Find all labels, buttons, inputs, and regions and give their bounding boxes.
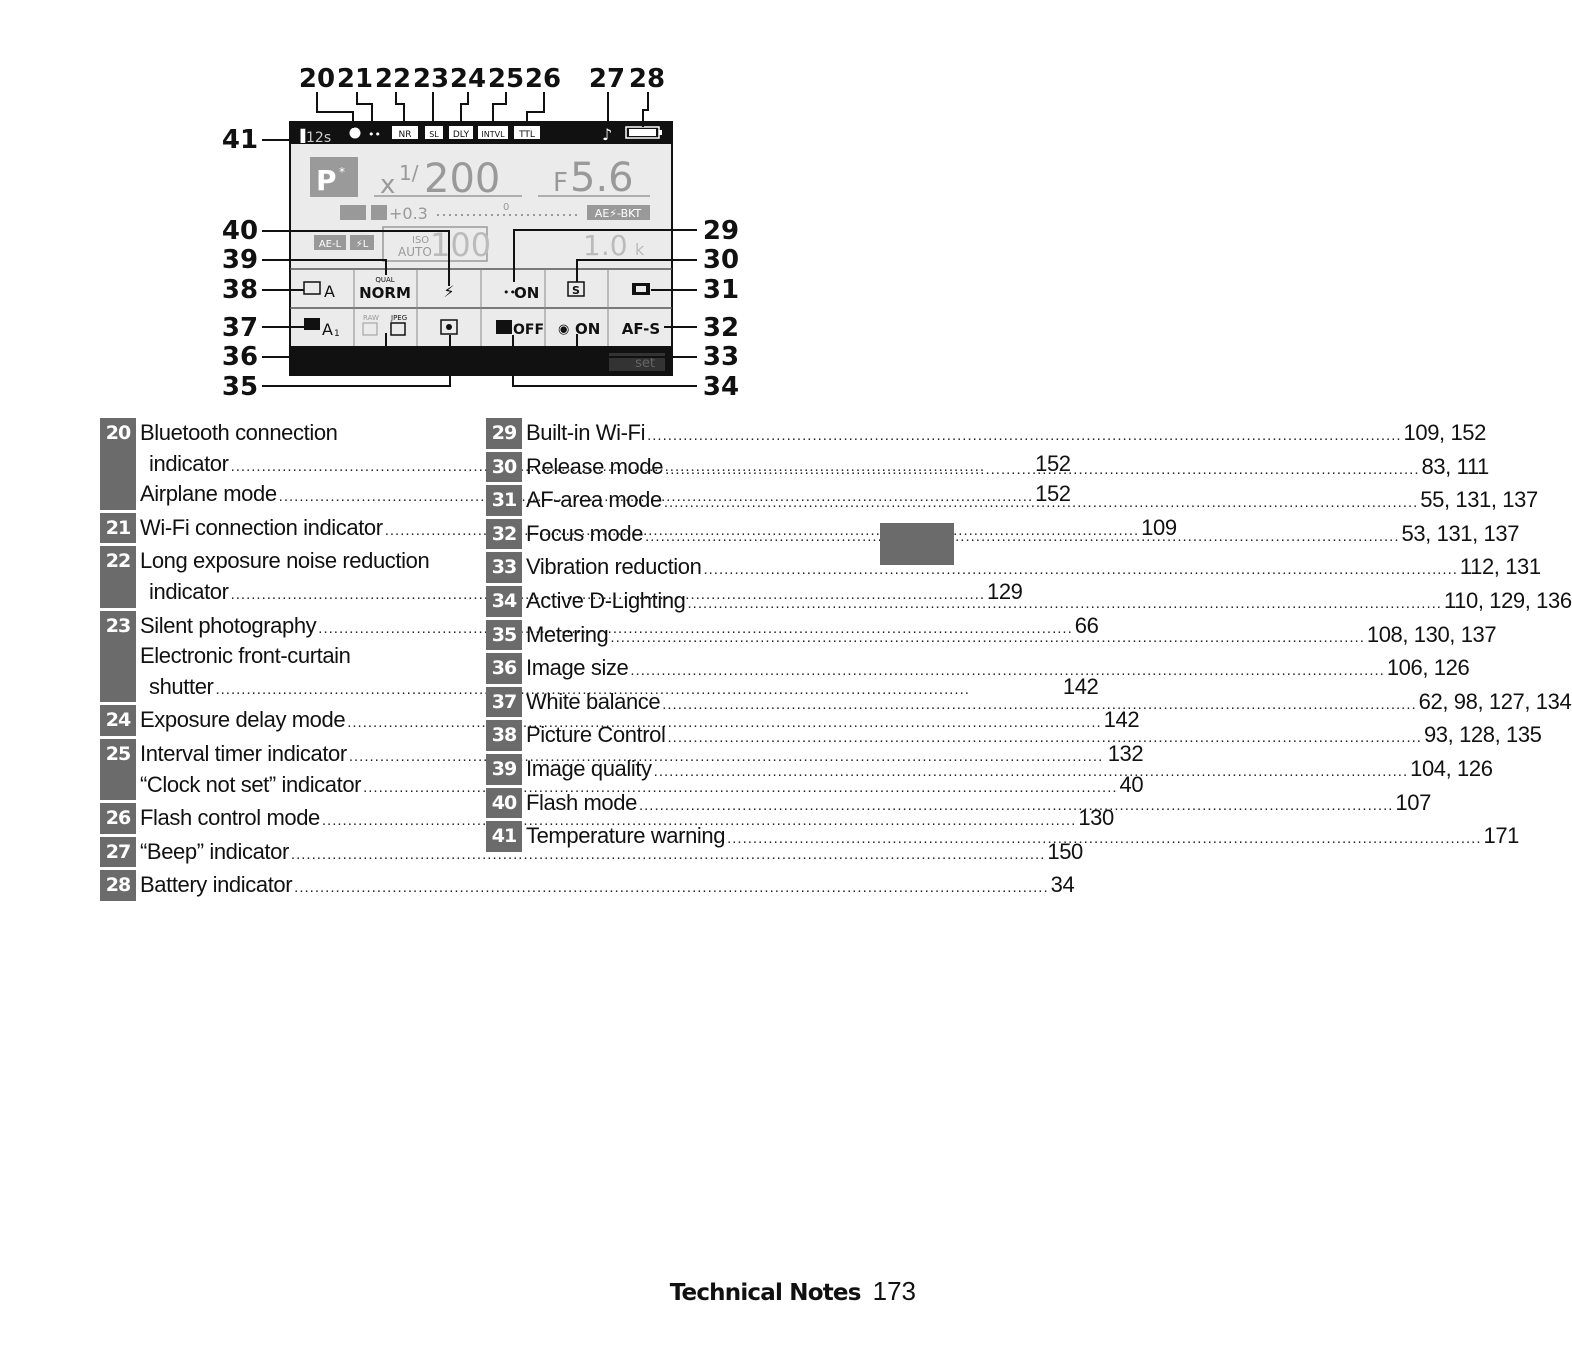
legend-label: Electronic front-curtain [140,643,351,669]
legend-label: indicator [149,578,229,604]
legend-label: Exposure delay mode [140,707,346,733]
legend-line [526,552,1541,583]
legend-label: White balance [526,688,661,714]
legend-label: “Clock not set” indicator [140,771,362,797]
callout-33: 33 [702,342,740,372]
legend-number-badge: 26 [100,803,136,834]
legend-entry [100,837,1083,868]
page-reference: 108, 130, 137 [1366,621,1497,647]
legend-number-badge: 29 [486,418,522,449]
legend-number-badge: 40 [486,788,522,819]
page-reference: 104, 126 [1410,755,1493,781]
legend-label: Silent photography [140,612,317,638]
legend-label: “Beep” indicator [140,838,289,864]
page-reference: 109, 152 [1403,420,1486,445]
callout-31: 31 [702,275,740,305]
page-reference: 83, 111 [1421,453,1489,479]
legend-entry [486,687,1572,718]
focus-mode: AF-S [621,320,661,338]
callout-21: 21 [336,64,374,94]
svg-text:⚡L: ⚡L [355,239,369,250]
legend-line [140,870,1074,901]
callout-41: 41 [221,125,259,155]
temperature-countdown: 12s [306,130,332,146]
shutter-prefix: x [380,170,396,200]
legend-number-badge: 39 [486,754,522,785]
page-reference: 152 [1035,450,1071,476]
legend-number-badge: 35 [486,620,522,651]
callout-23: 23 [412,64,450,94]
legend-number-badge: 36 [486,653,522,684]
leader-dots [294,873,1048,904]
svg-text:DLY: DLY [452,130,470,140]
wifi-signal-icon: •• [368,128,381,141]
image-quality: NORM [359,284,411,302]
legend-entry [100,803,1114,834]
callout-36: 36 [221,342,259,372]
legend-number-badge: 33 [486,552,522,583]
callout-24: 24 [449,64,487,94]
svg-text:ISO: ISO [412,235,430,246]
leader-dots [727,824,1481,855]
page-footer [670,1276,916,1307]
svg-text:AUTO: AUTO [398,245,432,259]
callout-30: 30 [702,245,740,275]
page-reference: 130 [1078,805,1114,831]
legend-label: Battery indicator [140,872,293,898]
leader-dots [662,690,1416,721]
svg-text:AE-L: AE-L [318,239,342,250]
page-reference: 53, 131, 137 [1401,520,1520,546]
svg-text:RAW: RAW [363,314,379,322]
callout-32: 32 [702,313,740,343]
legend-line [526,452,1489,483]
legend-line [526,720,1542,751]
page-reference: 107 [1395,789,1431,815]
svg-text:k: k [635,240,645,259]
legend-number-badge: 22 [100,546,136,607]
legend-number-badge: 25 [100,739,136,800]
callout-28: 28 [628,64,666,94]
page-reference: 152 [1035,481,1071,507]
legend-line [526,586,1572,617]
legend-number-badge: 34 [486,586,522,617]
section-thumb-tab [880,523,954,565]
svg-text:OFF: OFF [513,322,545,338]
legend-entry [100,870,1075,901]
callout-40: 40 [221,216,259,246]
callout-39: 39 [221,245,259,275]
exp-comp-icon [371,205,387,220]
legend-line [526,821,1519,852]
legend-line [526,653,1469,684]
section-title: Technical Notes [669,1280,861,1306]
callout-20: 20 [298,64,336,94]
page-reference: 93, 128, 135 [1423,722,1542,748]
page-reference: 150 [1047,838,1083,864]
camera-display-figure [0,0,954,400]
legend-label: Flash control mode [140,805,320,831]
leader-dots [668,723,1422,754]
aperture-value: 5.6 [570,155,634,201]
legend-line [526,485,1538,516]
active-d-lighting-icon [496,320,512,334]
callout-29: 29 [702,216,740,246]
flash-mode-icon: ⚡ [443,282,455,301]
svg-text:1/: 1/ [399,161,419,185]
callout-25: 25 [487,64,525,94]
svg-text:P: P [316,164,337,197]
exposure-compensation: +0.3 [389,204,428,223]
legend-label: indicator [149,450,229,476]
leader-dots [610,623,1364,654]
legend-entry [486,653,1470,684]
svg-text:*: * [339,165,345,179]
legend-number-badge: 27 [100,837,136,868]
iso-value: 100 [430,226,492,264]
legend-number-badge: 20 [100,418,136,510]
legend-entry [486,586,1572,617]
legend-label: Long exposure noise reduction [140,548,430,574]
wifi-icon: •• [503,286,516,299]
legend-label: Vibration reduction [526,554,702,580]
callout-27: 27 [588,64,626,94]
page-reference: 106, 126 [1386,655,1470,681]
svg-text:S: S [572,284,580,297]
leader-dots [630,656,1384,687]
legend-line [526,418,1486,449]
page-number: 173 [872,1276,916,1306]
callout-37: 37 [221,313,259,343]
leader-dots [647,421,1401,452]
page-reference: 62, 98, 127, 134 [1418,688,1572,714]
page-reference: 110, 129, 136 [1443,587,1572,613]
legend-label: AF-area mode [526,487,662,513]
beep-icon: ♪ [602,125,613,144]
legend-line [526,788,1431,819]
legend-label: Airplane mode [140,481,277,507]
page-reference: 142 [1103,707,1140,733]
svg-text:F: F [553,168,568,198]
svg-text:NR: NR [398,130,412,140]
leader-dots [688,589,1442,620]
legend-number-badge: 24 [100,705,136,736]
legend-number-badge: 21 [100,513,136,544]
callout-26: 26 [524,64,562,94]
legend-label: Release mode [526,453,664,479]
legend-label: Active D-Lighting [526,587,686,613]
page-reference: 129 [987,578,1023,604]
page-reference: 55, 131, 137 [1420,487,1538,513]
callout-35: 35 [221,372,259,402]
svg-text:TTL: TTL [519,130,535,140]
legend-entry [486,418,1486,449]
legend-label: Wi-Fi connection indicator [140,514,383,540]
svg-text:ON: ON [575,320,601,338]
legend-label: Image size [526,655,629,681]
legend-label: Metering [526,621,609,647]
svg-text:A: A [324,282,335,301]
callout-22: 22 [374,64,412,94]
legend-number-badge: 41 [486,821,522,852]
svg-text:set: set [635,356,655,371]
white-balance-icon [304,318,320,330]
svg-text:SL: SL [429,130,439,139]
white-balance: A [322,320,333,339]
legend-number-badge: 28 [100,870,136,901]
legend-label: Flash mode [526,789,637,815]
legend-number-badge: 23 [100,611,136,703]
exposures-remaining: 1.0 [583,229,628,262]
page-reference: 142 [1062,673,1099,699]
vibration-reduction-icon: ◉ [558,322,570,337]
svg-text:1: 1 [334,329,340,339]
page-reference: 171 [1483,823,1520,849]
shutter-speed: 200 [424,156,501,202]
svg-text:QUAL: QUAL [375,276,395,284]
svg-text:JPEG: JPEG [391,314,408,322]
legend-line [526,754,1493,785]
legend-label: Temperature warning [526,823,726,849]
leader-dots [645,522,1399,553]
legend-number-badge: 38 [486,720,522,751]
legend-entry [486,552,1541,583]
page-reference: 109 [1141,514,1177,540]
leader-dots [654,757,1408,788]
legend-label: Image quality [526,755,652,781]
leader-dots [639,791,1393,822]
legend-label: Built-in Wi-Fi [526,420,646,445]
legend-label: shutter [149,673,214,699]
legend-label: Picture Control [526,722,666,748]
bluetooth-icon [350,128,361,139]
legend-number-badge: 31 [486,485,522,516]
callout-38: 38 [221,275,259,305]
svg-text:AE⚡-BKT: AE⚡-BKT [594,207,642,220]
legend-line [526,620,1496,651]
leader-dots [703,555,1457,586]
page-reference: 132 [1107,740,1144,766]
page-reference: 66 [1074,612,1099,638]
legend-label: Focus mode [526,520,644,546]
legend-label: Interval timer indicator [140,740,347,766]
legend-number-badge: 30 [486,452,522,483]
callout-34: 34 [702,372,740,402]
page-reference: 40 [1119,771,1144,797]
legend-label: Bluetooth connection [140,420,338,445]
temperature-warning-icon: ▐ [296,129,306,143]
legend-line [526,519,1519,550]
leader-dots [664,488,1418,519]
legend-line [526,687,1571,718]
wifi-status: ON [514,284,540,302]
svg-text:0: 0 [503,202,510,213]
legend-number-badge: 37 [486,687,522,718]
svg-text:INTVL: INTVL [481,130,505,139]
legend-number-badge: 32 [486,519,522,550]
page-reference: 34 [1050,872,1075,898]
flash-comp-icon [340,205,366,220]
leader-dots [665,455,1419,486]
page-reference: 112, 131 [1459,554,1541,580]
